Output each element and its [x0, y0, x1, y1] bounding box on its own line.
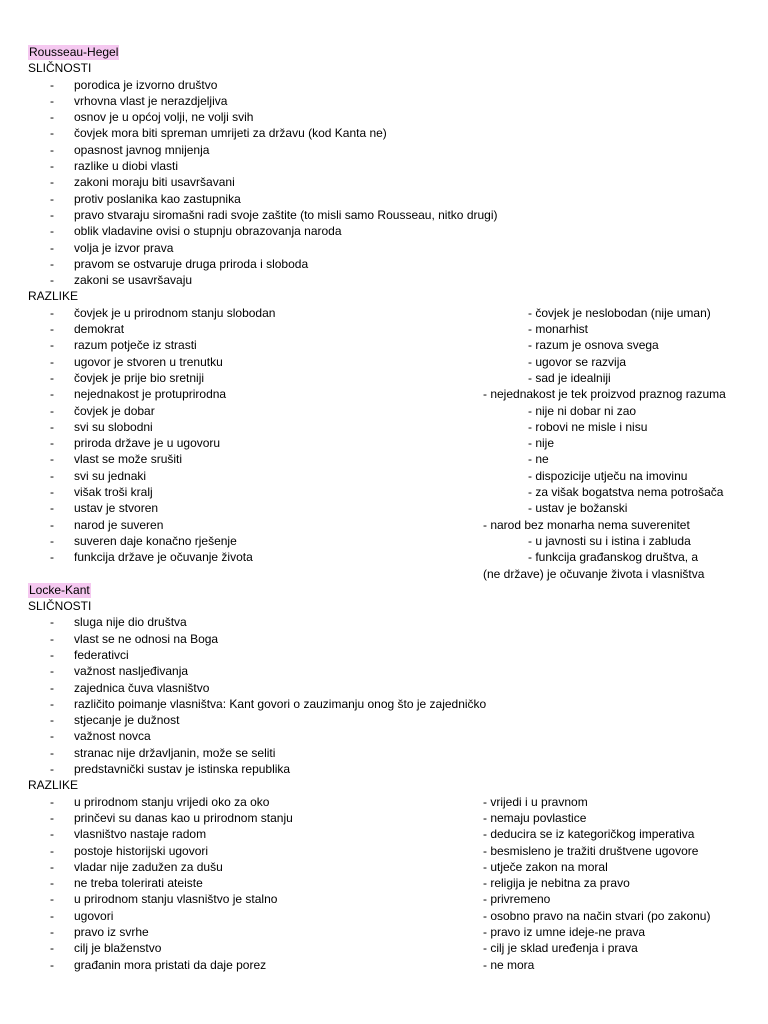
- list-item-text: različito poimanje vlasništva: Kant govori o zauzimanju onog što je zajedničko: [74, 696, 487, 711]
- similarities-list: [0, 614, 768, 777]
- difference-left-text: vlast se može srušiti: [74, 452, 183, 467]
- table-row: [0, 859, 768, 875]
- difference-right-text: - deducira se iz kategoričkog imperativa: [483, 827, 695, 842]
- difference-left-text: nejednakost je protuprirodna: [74, 387, 227, 402]
- difference-right-text: - cilj je sklad uređenja i prava: [483, 941, 638, 956]
- bullet-dash: -: [50, 419, 54, 434]
- list-item-text: vlast se ne odnosi na Boga: [74, 631, 219, 646]
- similarities-list: [0, 77, 768, 289]
- difference-right-text: - sad je idealniji: [528, 370, 611, 385]
- list-item: [0, 272, 768, 288]
- bullet-dash: -: [50, 680, 54, 695]
- bullet-dash: -: [50, 240, 54, 255]
- list-item-text: volja je izvor prava: [74, 240, 174, 255]
- difference-left-text: čovjek je prije bio sretniji: [74, 370, 205, 385]
- differences-list: [0, 305, 768, 566]
- differences-row: [0, 288, 768, 304]
- bullet-dash: -: [50, 631, 54, 646]
- difference-left-text: priroda države je u ugovoru: [74, 436, 221, 451]
- difference-left-text: pravo iz svrhe: [74, 925, 149, 940]
- bullet-dash: -: [50, 452, 54, 467]
- table-row: [0, 354, 768, 370]
- list-item-text: porodica je izvorno društvo: [74, 77, 218, 92]
- difference-right-text: - nije: [528, 436, 555, 451]
- difference-left-text: svi su jednaki: [74, 468, 147, 483]
- difference-right-text: - dispozicije utječu na imovinu: [528, 468, 688, 483]
- list-item-text: pravom se ostvaruje druga priroda i sloboda: [74, 256, 309, 271]
- bullet-dash: -: [50, 110, 54, 125]
- list-item: [0, 125, 768, 141]
- section-heading-row: [0, 44, 768, 60]
- table-row: [0, 451, 768, 467]
- differences-tail-row: [0, 566, 768, 582]
- bullet-dash: -: [50, 175, 54, 190]
- bullet-dash: -: [50, 207, 54, 222]
- list-item: [0, 223, 768, 239]
- similarities-label: SLIČNOSTI: [28, 599, 92, 614]
- list-item: [0, 174, 768, 190]
- list-item: [0, 696, 768, 712]
- list-item: [0, 77, 768, 93]
- bullet-dash: -: [50, 794, 54, 809]
- table-row: [0, 500, 768, 516]
- difference-right-text: - pravo iz umne ideje-ne prava: [483, 925, 646, 940]
- difference-left-text: čovjek je dobar: [74, 403, 155, 418]
- table-row: [0, 321, 768, 337]
- table-row: [0, 533, 768, 549]
- bullet-dash: -: [50, 159, 54, 174]
- table-row: [0, 419, 768, 435]
- table-row: [0, 843, 768, 859]
- bullet-dash: -: [50, 517, 54, 532]
- bullet-dash: -: [50, 664, 54, 679]
- bullet-dash: -: [50, 436, 54, 451]
- bullet-dash: -: [50, 696, 54, 711]
- difference-left-text: vlasništvo nastaje radom: [74, 827, 207, 842]
- difference-left-text: građanin mora pristati da daje porez: [74, 957, 267, 972]
- difference-left-text: višak troši kralj: [74, 485, 153, 500]
- difference-right-text: - ne: [528, 452, 549, 467]
- difference-left-text: demokrat: [74, 322, 125, 337]
- bullet-dash: -: [50, 403, 54, 418]
- list-item: [0, 663, 768, 679]
- table-row: [0, 337, 768, 353]
- section-title-locke-kant: Locke-Kant: [29, 582, 90, 597]
- bullet-dash: -: [50, 647, 54, 662]
- difference-left-text: ugovori: [74, 908, 114, 923]
- bullet-dash: -: [50, 533, 54, 548]
- list-item-text: predstavnički sustav je istinska republika: [74, 762, 291, 777]
- table-row: [0, 924, 768, 940]
- difference-left-text: ugovor je stvoren u trenutku: [74, 354, 223, 369]
- difference-left-text: suveren daje konačno rješenje: [74, 533, 237, 548]
- list-item-text: zakoni moraju biti usavršavani: [74, 175, 235, 190]
- list-item-text: zajednica čuva vlasništvo: [74, 680, 210, 695]
- differences-tail-text: (ne države) je očuvanje života i vlasništva: [483, 566, 705, 581]
- difference-left-text: vladar nije zadužen za dušu: [74, 859, 223, 874]
- bullet-dash: -: [50, 859, 54, 874]
- list-item: [0, 207, 768, 223]
- bullet-dash: -: [50, 93, 54, 108]
- difference-left-text: u prirodnom stanju vlasništvo je stalno: [74, 892, 278, 907]
- section-heading-row: [0, 582, 768, 598]
- bullet-dash: -: [50, 892, 54, 907]
- list-item-text: razlike u diobi vlasti: [74, 159, 179, 174]
- difference-right-text: - osobno pravo na način stvari (po zakonu): [483, 908, 711, 923]
- bullet-dash: -: [50, 908, 54, 923]
- difference-right-text: - vrijedi i u pravnom: [483, 794, 588, 809]
- list-item: [0, 680, 768, 696]
- difference-right-text: - nemaju povlastice: [483, 810, 587, 825]
- bullet-dash: -: [50, 925, 54, 940]
- bullet-dash: -: [50, 224, 54, 239]
- list-item-text: oblik vladavine ovisi o stupnju obrazovanja naroda: [74, 224, 342, 239]
- table-row: [0, 810, 768, 826]
- table-row: [0, 484, 768, 500]
- bullet-dash: -: [50, 191, 54, 206]
- list-item-text: važnost novca: [74, 729, 151, 744]
- difference-right-text: - ugovor se razvija: [528, 354, 627, 369]
- table-row: [0, 403, 768, 419]
- difference-right-text: - čovjek je neslobodan (nije uman): [528, 305, 711, 320]
- list-item: [0, 142, 768, 158]
- difference-right-text: - nije ni dobar ni zao: [528, 403, 637, 418]
- list-item-text: sluga nije dio društva: [74, 615, 187, 630]
- difference-right-text: - ne mora: [483, 957, 535, 972]
- table-row: [0, 370, 768, 386]
- difference-left-text: u prirodnom stanju vrijedi oko za oko: [74, 794, 270, 809]
- bullet-dash: -: [50, 273, 54, 288]
- similarities-row: [0, 598, 768, 614]
- list-item-text: stranac nije državljanin, može se seliti: [74, 745, 276, 760]
- difference-left-text: funkcija države je očuvanje života: [74, 550, 253, 565]
- difference-right-text: - nejednakost je tek proizvod praznog razuma: [483, 387, 726, 402]
- bullet-dash: -: [50, 126, 54, 141]
- table-row: [0, 891, 768, 907]
- difference-right-text: - za višak bogatstva nema potrošača: [528, 485, 724, 500]
- bullet-dash: -: [50, 468, 54, 483]
- list-item: [0, 158, 768, 174]
- table-row: [0, 386, 768, 402]
- difference-right-text: - religija je nebitna za pravo: [483, 876, 630, 891]
- table-row: [0, 517, 768, 533]
- list-item: [0, 728, 768, 744]
- list-item-text: stjecanje je dužnost: [74, 713, 180, 728]
- list-item: [0, 256, 768, 272]
- list-item: [0, 614, 768, 630]
- table-row: [0, 875, 768, 891]
- difference-left-text: narod je suveren: [74, 517, 164, 532]
- list-item: [0, 647, 768, 663]
- bullet-dash: -: [50, 827, 54, 842]
- difference-right-text: - u javnosti su i istina i zabluda: [528, 533, 691, 548]
- list-item-text: federativci: [74, 647, 129, 662]
- list-item-text: opasnost javnog mnijenja: [74, 142, 210, 157]
- list-item: [0, 745, 768, 761]
- list-item: [0, 712, 768, 728]
- table-row: [0, 940, 768, 956]
- bullet-dash: -: [50, 142, 54, 157]
- bullet-dash: -: [50, 501, 54, 516]
- bullet-dash: -: [50, 843, 54, 858]
- table-row: [0, 435, 768, 451]
- list-item: [0, 109, 768, 125]
- bullet-dash: -: [50, 762, 54, 777]
- differences-label: RAZLIKE: [28, 289, 79, 304]
- bullet-dash: -: [50, 485, 54, 500]
- differences-label: RAZLIKE: [28, 778, 79, 793]
- bullet-dash: -: [50, 615, 54, 630]
- difference-left-text: čovjek je u prirodnom stanju slobodan: [74, 305, 276, 320]
- list-item-text: vrhovna vlast je nerazdjeljiva: [74, 93, 228, 108]
- differences-row: [0, 777, 768, 793]
- bullet-dash: -: [50, 941, 54, 956]
- table-row: [0, 826, 768, 842]
- list-item: [0, 631, 768, 647]
- difference-left-text: postoje historijski ugovori: [74, 843, 209, 858]
- list-item-text: zakoni se usavršavaju: [74, 273, 193, 288]
- table-row: [0, 549, 768, 565]
- table-row: [0, 908, 768, 924]
- bullet-dash: -: [50, 305, 54, 320]
- table-row: [0, 305, 768, 321]
- bullet-dash: -: [50, 550, 54, 565]
- difference-left-text: prinčevi su danas kao u prirodnom stanju: [74, 810, 293, 825]
- bullet-dash: -: [50, 810, 54, 825]
- difference-left-text: ne treba tolerirati ateiste: [74, 876, 203, 891]
- bullet-dash: -: [50, 957, 54, 972]
- difference-right-text: - ustav je božanski: [528, 501, 628, 516]
- bullet-dash: -: [50, 338, 54, 353]
- difference-right-text: - razum je osnova svega: [528, 338, 659, 353]
- table-row: [0, 957, 768, 973]
- table-row: [0, 468, 768, 484]
- differences-list: [0, 794, 768, 973]
- list-item-text: osnov je u općoj volji, ne volji svih: [74, 110, 254, 125]
- bullet-dash: -: [50, 77, 54, 92]
- list-item: [0, 191, 768, 207]
- similarities-label: SLIČNOSTI: [28, 61, 92, 76]
- bullet-dash: -: [50, 387, 54, 402]
- difference-right-text: - monarhist: [528, 322, 589, 337]
- difference-left-text: svi su slobodni: [74, 419, 153, 434]
- similarities-row: [0, 60, 768, 76]
- list-item-text: važnost nasljeđivanja: [74, 664, 189, 679]
- bullet-dash: -: [50, 745, 54, 760]
- list-item: [0, 240, 768, 256]
- difference-left-text: cilj je blaženstvo: [74, 941, 162, 956]
- difference-right-text: - besmisleno je tražiti društvene ugovore: [483, 843, 699, 858]
- difference-right-text: - narod bez monarha nema suverenitet: [483, 517, 690, 532]
- bullet-dash: -: [50, 256, 54, 271]
- difference-right-text: - privremeno: [483, 892, 551, 907]
- difference-left-text: razum potječe iz strasti: [74, 338, 197, 353]
- list-item-text: čovjek mora biti spreman umrijeti za državu (kod Kanta ne): [74, 126, 387, 141]
- difference-left-text: ustav je stvoren: [74, 501, 159, 516]
- section-title-rousseau-hegel: Rousseau-Hegel: [29, 45, 119, 59]
- list-item-text: pravo stvaraju siromašni radi svoje zaštite (to misli samo Rousseau, nitko drugi): [74, 207, 498, 222]
- difference-right-text: - robovi ne misle i nisu: [528, 419, 648, 434]
- difference-right-text: - utječe zakon na moral: [483, 859, 608, 874]
- bullet-dash: -: [50, 354, 54, 369]
- bullet-dash: -: [50, 729, 54, 744]
- list-item-text: protiv poslanika kao zastupnika: [74, 191, 241, 206]
- bullet-dash: -: [50, 713, 54, 728]
- list-item: [0, 93, 768, 109]
- table-row: [0, 794, 768, 810]
- difference-right-text: - funkcija građanskog društva, a: [528, 550, 699, 565]
- bullet-dash: -: [50, 322, 54, 337]
- document-page: [0, 44, 768, 973]
- bullet-dash: -: [50, 876, 54, 891]
- bullet-dash: -: [50, 370, 54, 385]
- list-item: [0, 761, 768, 777]
